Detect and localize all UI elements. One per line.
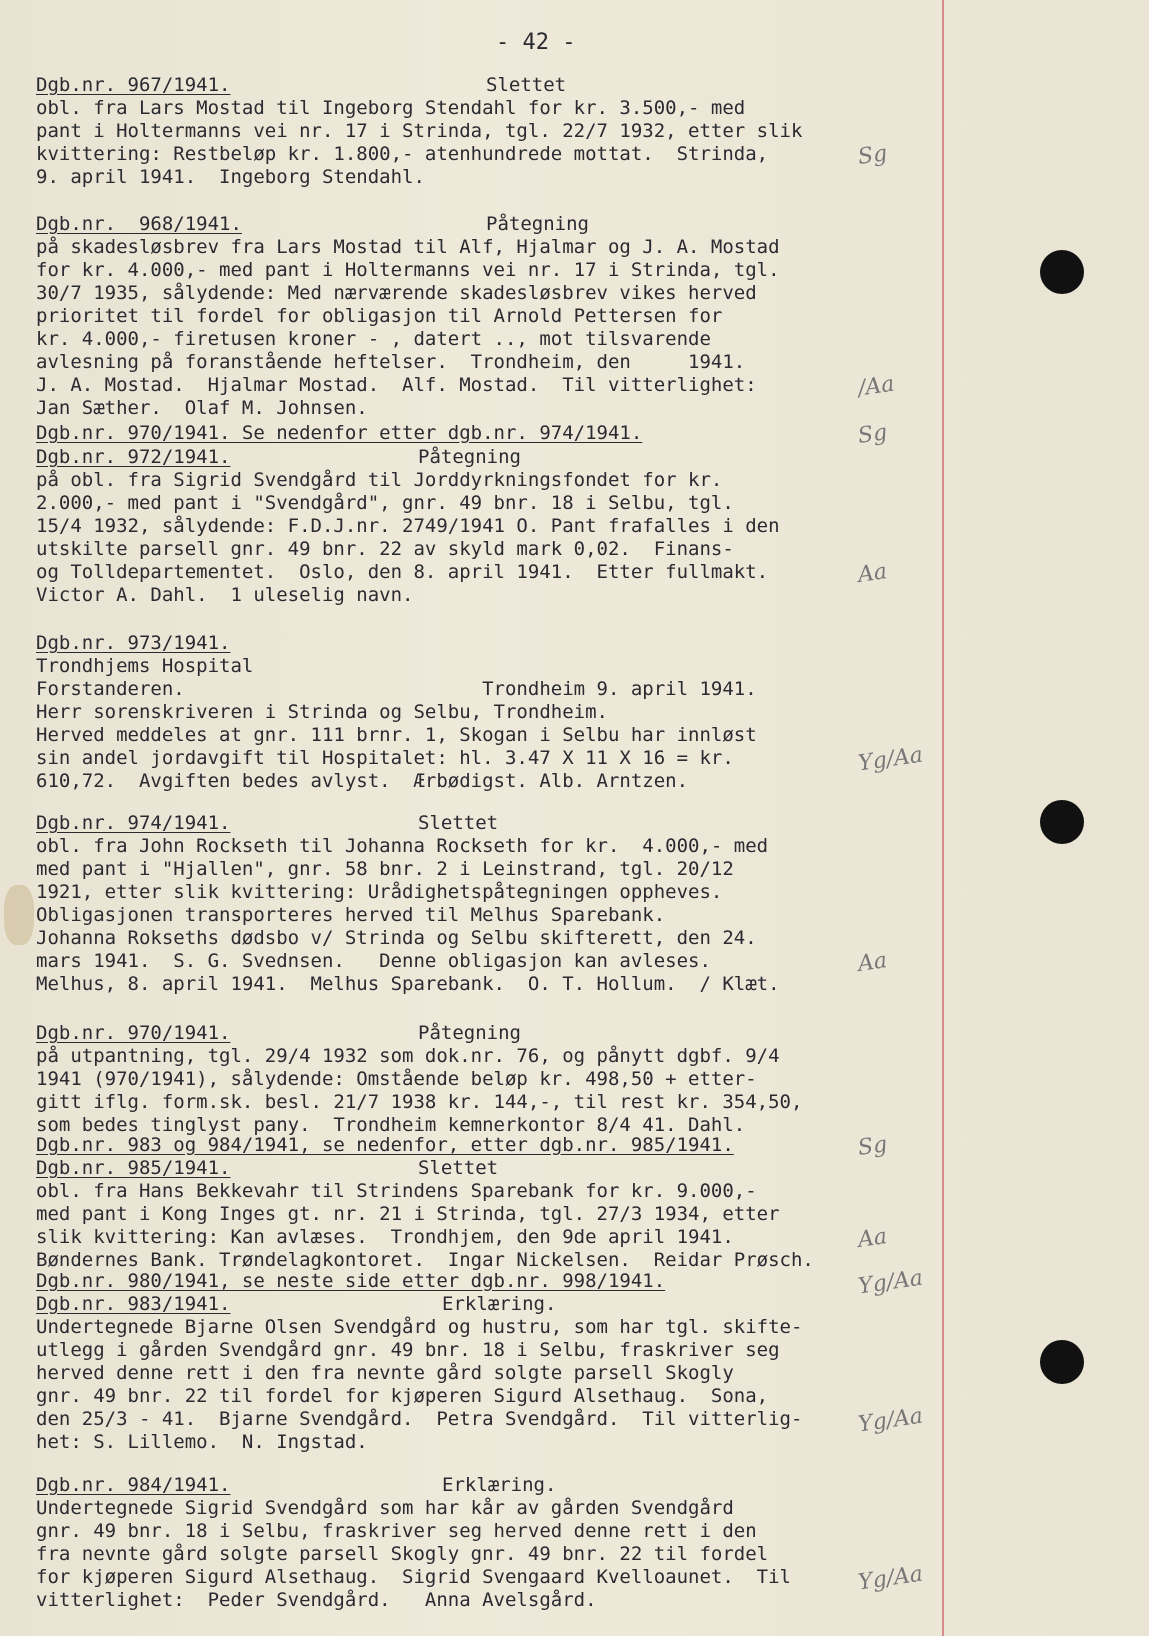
entry-text-line: den 25/3 - 41. Bjarne Svendgård. Petra Svendgård. Til vitterlig-	[36, 1408, 803, 1430]
entry-text-line: 610,72. Avgiften bedes avlyst. Ærbødigst. Alb. Arntzen.	[36, 770, 689, 792]
entry-text-line: fra nevnte gård solgte parsell Skogly gnr. 49 bnr. 22 til fordel	[36, 1543, 769, 1565]
entry-text-line: 30/7 1935, sålydende: Med nærværende skadesløsbrev vikes herved	[36, 282, 757, 304]
entry-text-line: med pant i Kong Inges gt. nr. 21 i Strinda, tgl. 27/3 1934, etter	[36, 1203, 780, 1225]
entry-header	[36, 213, 589, 235]
punch-hole-1	[1040, 250, 1084, 294]
entry-type: Slettet	[418, 812, 499, 834]
entry-number: Dgb.nr. 972/1941.	[36, 446, 231, 468]
margin-rule	[942, 0, 944, 1636]
entry-number: Dgb.nr. 967/1941.	[36, 74, 231, 96]
handwritten-initials: Aa	[856, 1224, 889, 1253]
handwritten-initials: Yg/Aa	[856, 1561, 925, 1596]
entry-text-line: pant i Holtermanns vei nr. 17 i Strinda, tgl. 22/7 1932, etter slik	[36, 120, 803, 142]
entry-type: Slettet	[418, 1157, 499, 1179]
entry-text-line: gnr. 49 bnr. 18 i Selbu, fraskriver seg herved denne rett i den	[36, 1520, 757, 1542]
entry-text-line: 15/4 1932, sålydende: F.D.J.nr. 2749/1941 O. Pant frafalles i den	[36, 515, 780, 537]
entry-header	[36, 1293, 557, 1315]
entry-text-line: som bedes tinglyst pany. Trondheim kemnerkontor 8/4 41. Dahl.	[36, 1114, 746, 1136]
handwritten-initials: Yg/Aa	[856, 1403, 925, 1438]
entry-type: Påtegning	[486, 213, 589, 235]
entry-text-line: slik kvittering: Kan avlæses. Trondhjem, den 9de april 1941.	[36, 1226, 734, 1248]
entry-type: Erklæring.	[442, 1474, 557, 1496]
entry-text-line: på skadesløsbrev fra Lars Mostad til Alf, Hjalmar og J. A. Mostad	[36, 236, 780, 258]
entry-text-line: Jan Sæther. Olaf M. Johnsen.	[36, 397, 368, 419]
entry-text-line: prioritet til fordel for obligasjon til Arnold Pettersen for	[36, 305, 723, 327]
entry-text-line: og Tolldepartementet. Oslo, den 8. april 1941. Etter fullmakt.	[36, 561, 769, 583]
handwritten-initials: Sg	[856, 141, 889, 170]
entry-header	[36, 74, 567, 96]
entry-text-line: herved denne rett i den fra nevnte gård solgte parsell Skogly	[36, 1362, 734, 1384]
entry-text-line: 9. april 1941. Ingeborg Stendahl.	[36, 166, 425, 188]
entry-header	[36, 1022, 521, 1044]
page-number: - 42 -	[496, 30, 576, 55]
handwritten-initials: /Aa	[856, 371, 896, 402]
entry-text-line: med pant i "Hjallen", gnr. 58 bnr. 2 i Leinstrand, tgl. 20/12	[36, 858, 734, 880]
entry-number: Dgb.nr. 983/1941.	[36, 1293, 231, 1315]
entry-text-line: Melhus, 8. april 1941. Melhus Sparebank. O. T. Hollum. / Klæt.	[36, 973, 780, 995]
entry-text-line: på utpantning, tgl. 29/4 1932 som dok.nr. 76, og pånytt dgbf. 9/4	[36, 1045, 780, 1067]
entry-type: Påtegning	[418, 1022, 521, 1044]
entry-header	[36, 446, 521, 468]
entry-text-line: utlegg i gården Svendgård gnr. 49 bnr. 18 i Selbu, fraskriver seg	[36, 1339, 780, 1361]
entry-text-line: obl. fra John Rockseth til Johanna Rockseth for kr. 4.000,- med	[36, 835, 769, 857]
handwritten-initials: Sg	[856, 1132, 889, 1161]
entry-header	[36, 1474, 557, 1496]
punch-hole-3	[1040, 1340, 1084, 1384]
entry-text-line: på obl. fra Sigrid Svendgård til Jorddyrkningsfondet for kr.	[36, 469, 723, 491]
entry-text-line: obl. fra Hans Bekkevahr til Strindens Sparebank for kr. 9.000,-	[36, 1180, 757, 1202]
paper-stain	[4, 885, 34, 945]
entry-text-line: Herved meddeles at gnr. 111 brnr. 1, Skogan i Selbu har innløst	[36, 724, 757, 746]
handwritten-initials: Sg	[856, 420, 889, 449]
entry-text-line: gitt iflg. form.sk. besl. 21/7 1938 kr. 144,-, til rest kr. 354,50,	[36, 1091, 803, 1113]
handwritten-initials: Aa	[856, 948, 889, 977]
entry-text-line: Herr sorenskriveren i Strinda og Selbu, Trondheim.	[36, 701, 608, 723]
entry-number: Dgb.nr. 970/1941. Se nedenfor etter dgb.nr. 974/1941.	[36, 422, 643, 444]
entry-header	[36, 1157, 499, 1179]
entry-text-line: het: S. Lillemo. N. Ingstad.	[36, 1431, 368, 1453]
entry-text-line: vitterlighet: Peder Svendgård. Anna Avelsgård.	[36, 1589, 597, 1611]
entry-type: Erklæring.	[442, 1293, 557, 1315]
entry-type: Påtegning	[418, 446, 521, 468]
entry-text-line: J. A. Mostad. Hjalmar Mostad. Alf. Mostad. Til vitterlighet:	[36, 374, 757, 396]
handwritten-initials: Aa	[856, 559, 889, 588]
entry-text-line: 1921, etter slik kvittering: Urådighetspåtegningen oppheves.	[36, 881, 723, 903]
entry-header	[36, 1270, 665, 1292]
entry-number: Dgb.nr. 984/1941.	[36, 1474, 231, 1496]
entry-header	[36, 422, 642, 444]
entry-number: Dgb.nr. 973/1941.	[36, 632, 231, 654]
entry-text-line: avlesning på foranstående heftelser. Trondheim, den 1941.	[36, 351, 746, 373]
entry-text-line: mars 1941. S. G. Svednsen. Denne obligasjon kan avleses.	[36, 950, 711, 972]
entry-number: Dgb.nr. 974/1941.	[36, 812, 231, 834]
entry-number: Dgb.nr. 970/1941.	[36, 1022, 231, 1044]
entry-text-line: utskilte parsell gnr. 49 bnr. 22 av skyld mark 0,02. Finans-	[36, 538, 734, 560]
handwritten-initials: Yg/Aa	[856, 742, 925, 777]
entry-text-line: Johanna Rokseths dødsbo v/ Strinda og Selbu skifterett, den 24.	[36, 927, 757, 949]
entry-text-line: kr. 4.000,- firetusen kroner - , datert .., mot tilsvarende	[36, 328, 711, 350]
entry-text-line: Obligasjonen transporteres herved til Melhus Sparebank.	[36, 904, 666, 926]
entry-text-line: gnr. 49 bnr. 22 til fordel for kjøperen Sigurd Alsethaug. Sona,	[36, 1385, 769, 1407]
entry-text-line: 2.000,- med pant i "Svendgård", gnr. 49 bnr. 18 i Selbu, tgl.	[36, 492, 734, 514]
entry-type: Slettet	[486, 74, 567, 96]
entry-header	[36, 1134, 734, 1156]
entry-text-line: obl. fra Lars Mostad til Ingeborg Stendahl for kr. 3.500,- med	[36, 97, 746, 119]
entry-number: Dgb.nr. 968/1941.	[36, 213, 242, 235]
entry-number: Dgb.nr. 980/1941, se neste side etter dgb.nr. 998/1941.	[36, 1270, 666, 1292]
entry-text-line: Bøndernes Bank. Trøndelagkontoret. Ingar Nickelsen. Reidar Prøsch.	[36, 1249, 814, 1271]
entry-text-line: Undertegnede Bjarne Olsen Svendgård og hustru, som har tgl. skifte-	[36, 1316, 803, 1338]
entry-number: Dgb.nr. 985/1941.	[36, 1157, 231, 1179]
entry-text-line: Victor A. Dahl. 1 uleselig navn.	[36, 584, 414, 606]
entry-text-line: 1941 (970/1941), sålydende: Omstående beløp kr. 498,50 + etter-	[36, 1068, 757, 1090]
entry-number: Dgb.nr. 983 og 984/1941, se nedenfor, etter dgb.nr. 985/1941.	[36, 1134, 734, 1156]
entry-text-line: Forstanderen. Trondheim 9. april 1941.	[36, 678, 757, 700]
entry-text-line: kvittering: Restbeløp kr. 1.800,- atenhundrede mottat. Strinda,	[36, 143, 769, 165]
entry-text-line: Undertegnede Sigrid Svendgård som har kår av gården Svendgård	[36, 1497, 734, 1519]
handwritten-initials: Yg/Aa	[856, 1265, 925, 1300]
entry-text-line: Trondhjems Hospital	[36, 655, 254, 677]
entry-header	[36, 632, 230, 654]
punch-hole-2	[1040, 800, 1084, 844]
entry-text-line: for kjøperen Sigurd Alsethaug. Sigrid Svengaard Kvelloaunet. Til	[36, 1566, 791, 1588]
entry-text-line: for kr. 4.000,- med pant i Holtermanns vei nr. 17 i Strinda, tgl.	[36, 259, 780, 281]
entry-text-line: sin andel jordavgift til Hospitalet: hl. 3.47 X 11 X 16 = kr.	[36, 747, 734, 769]
entry-header	[36, 812, 499, 834]
